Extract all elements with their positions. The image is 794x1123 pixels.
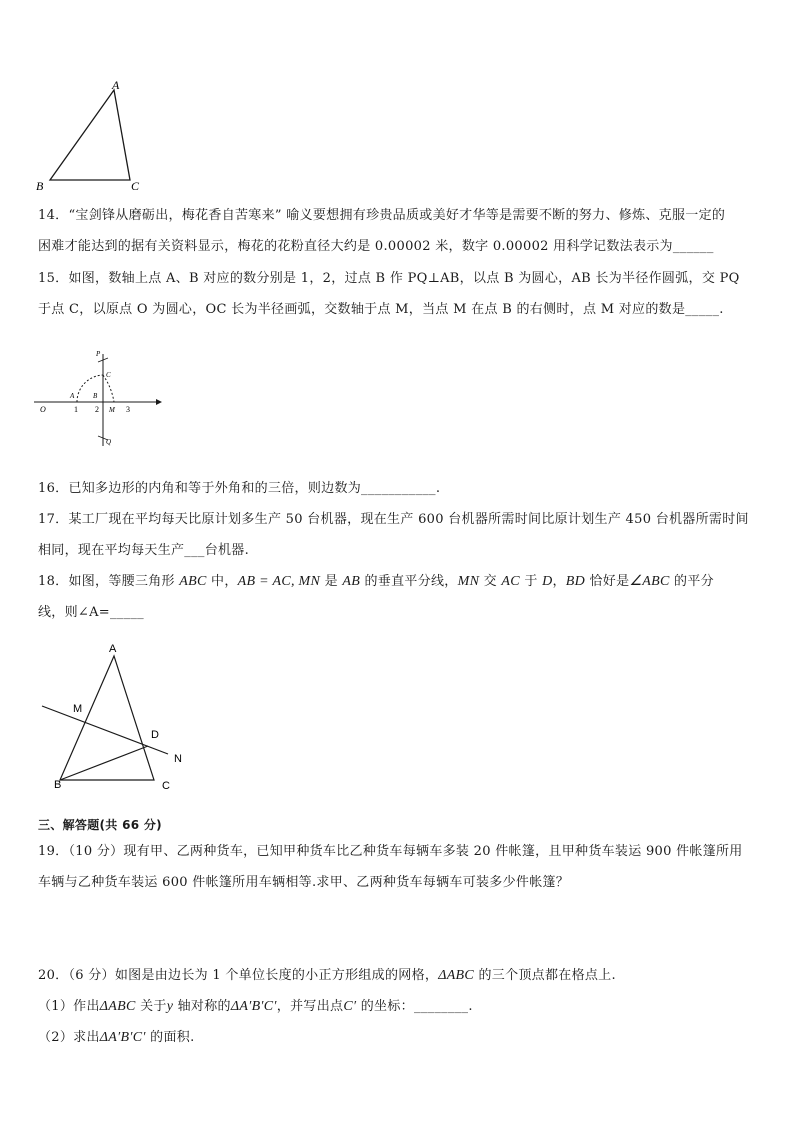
question-20-sub-2: （2）求出ΔA′B′C′ 的面积. [38,1030,195,1045]
question-15-line-2: 于点 C，以原点 O 为圆心，OC 长为半径画弧，交数轴于点 M，当点 M 在点 B 的右侧时，点 M 对应的数是_____. [38,302,724,317]
iso-label-n: N [174,753,182,765]
label-q: Q [106,438,112,446]
label-2: 2 [95,405,99,414]
question-20-sub-1: （1）作出ΔABC 关于y 轴对称的ΔA′B′C′，并写出点C′ 的坐标：________. [38,999,473,1014]
question-18-line-1: 18．如图，等腰三角形 ABC 中，AB = AC, MN 是 AB 的垂直平分线，MN 交 AC 于 D，BD 恰好是∠ABC 的平分 [38,574,714,589]
arc-from-origin [103,375,114,402]
question-14-line-2: 困难才能达到的据有关资料显示，梅花的花粉直径大约是 0.00002 米，数字 0.00002 用科学记数法表示为______ [38,239,714,254]
question-17-line-1: 17．某工厂现在平均每天比原计划多生产 50 台机器，现在生产 600 台机器所需时间比原计划生产 450 台机器所需时间 [38,512,749,527]
triangle-abc-shape [50,90,130,180]
vertex-c-label: C [131,179,140,193]
iso-label-b: B [54,779,62,791]
mn-bisector-line [42,706,168,754]
question-17-line-2: 相同，现在平均每天生产___台机器. [38,543,250,558]
label-3: 3 [126,405,130,414]
section-3-heading: 三、解答题(共 66 分) [38,818,162,832]
iso-label-d: D [151,729,159,741]
question-16 [38,473,760,504]
triangle-abc-figure [34,76,149,196]
label-b: B [93,392,98,400]
question-18 [38,566,760,628]
vertex-b-label: B [36,179,44,193]
isosceles-triangle-figure [38,640,198,800]
question-19 [38,836,760,898]
question-20 [38,960,760,1053]
question-17 [38,504,760,566]
iso-label-c: C [162,780,170,792]
label-a: A [70,392,75,400]
number-line-figure [30,342,170,454]
label-c: C [106,371,111,379]
question-14-line-1: 14．“宝剑锋从磨砺出，梅花香自苦寒来” 喻义要想拥有珍贵品质或美好才华等是需要不断的努力、修炼、克服一定的 [38,208,726,223]
iso-label-m: M [73,703,83,715]
label-o: O [40,405,46,414]
label-p: P [96,350,101,358]
vertex-a-label: A [112,78,120,92]
question-15 [38,263,760,325]
label-1: 1 [74,405,78,414]
question-19-line-2: 车辆与乙种货车装运 600 件帐篷所用车辆相等.求甲、乙两种货车每辆车可装多少件帐篷？ [38,875,570,890]
label-m: M [109,406,115,414]
question-18-line-2: 线，则∠A=_____ [38,605,144,620]
question-19-line-1: 19．（10 分）现有甲、乙两种货车，已知甲种货车比乙种货车每辆车多装 20 件帐篷，且甲种货车装运 900 件帐篷所用 [38,844,743,859]
iso-label-a: A [109,643,117,655]
question-15-line-1: 15．如图，数轴上点 A、B 对应的数分别是 1，2，过点 B 作 PQ⊥AB，以点 B 为圆心，AB 长为半径作圆弧，交 PQ [38,271,740,286]
axis-arrowhead [156,399,162,405]
question-20-line-1: 20．（6 分）如图是由边长为 1 个单位长度的小正方形组成的网格，ΔABC 的三个顶点都在格点上. [38,968,616,983]
question-14 [38,200,760,262]
question-16-line-1: 16．已知多边形的内角和等于外角和的三倍，则边数为___________. [38,481,441,496]
arc-from-b [77,375,103,402]
